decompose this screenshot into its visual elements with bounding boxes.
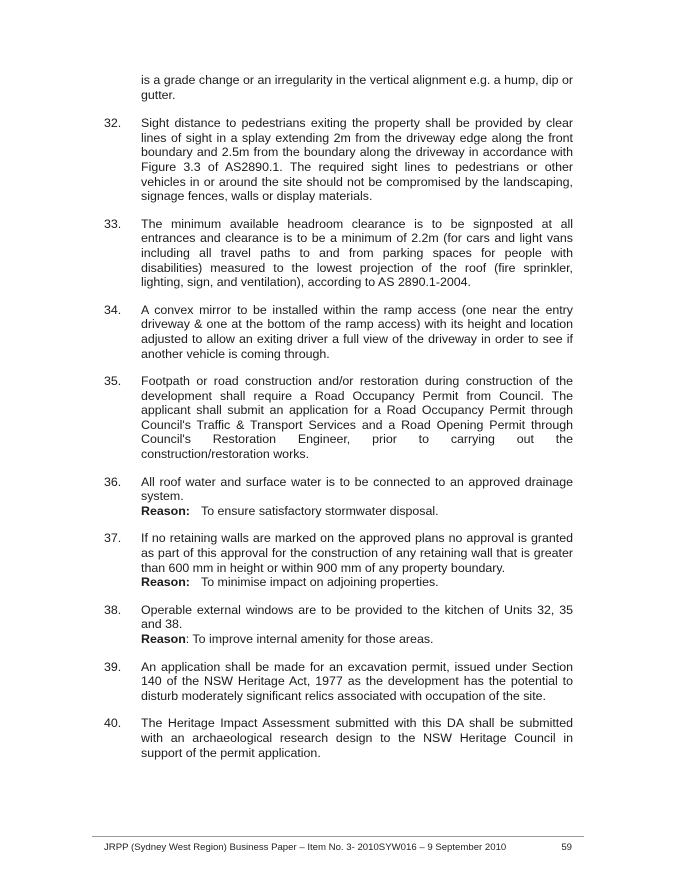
clause-text: An application shall be made for an excavation permit, issued under Section 140 of the NSW Heritage Act, 1977 as the development has the potential to disturb moderately significant relics associated with occupation of the site.: [141, 659, 573, 703]
clause-text: The minimum available headroom clearance is to be signposted at all entrances and clearance is to be a minimum of 2.2m (for cars and light vans including all travel paths to and from parking spaces for people with disabilities) measured to the lowest projection of the roof (fire sprinkler, lighting, sign, and ventilation), according to AS 2890.1-2004.: [141, 216, 573, 290]
clause-number: 33.: [104, 216, 122, 231]
clause-text: Footpath or road construction and/or restoration during construction of the development shall require a Road Occupancy Permit from Council. The applicant shall submit an application for a Road Occupancy Permit through Council's Traffic & Transport Services and a Road Opening Permit through Council's Restoration Engineer, prior to carrying out the construction/restoration works.: [141, 374, 573, 462]
clause-number: 36.: [104, 474, 122, 489]
reason-line: [141, 575, 573, 590]
clause-38: [104, 603, 573, 647]
page-number: 59: [561, 842, 572, 853]
reason-label: Reason:: [141, 503, 190, 518]
clause-number: 38.: [104, 602, 122, 617]
clause-number: 35.: [104, 374, 122, 389]
clause-text: Operable external windows are to be provided to the kitchen of Units 32, 35 and 38.: [141, 602, 573, 632]
clause-text: If no retaining walls are marked on the approved plans no approval is granted as part of this approval for the construction of any retaining wall that is greater than 600 mm in height or within 900 mm of any property boundary.: [141, 531, 573, 575]
clause-number: 37.: [104, 531, 122, 546]
clause-33: [104, 217, 573, 290]
reason-text: : To improve internal amenity for those areas.: [185, 632, 434, 646]
footer-divider: [92, 836, 584, 837]
clause-37: [104, 531, 573, 589]
clause-40: [104, 716, 573, 760]
clause-text: A convex mirror to be installed within the ramp access (one near the entry driveway & one at the bottom of the ramp access) with its height and location adjusted to allow an exiting driver a full view of the driveway in order to see if another vehicle is coming through.: [141, 302, 573, 361]
reason-line: [141, 632, 573, 647]
clause-35: [104, 374, 573, 462]
reason-label: Reason:: [141, 575, 190, 590]
clause-32: [104, 116, 573, 204]
clause-text: Sight distance to pedestrians exiting the property shall be provided by clear lines of sight in a splay extending 2m from the driveway edge along the front boundary and 2.5m from the boundary along the driveway in accordance with Figure 3.3 of AS2890.1. The required sight lines to pedestrians or other vehicles in or around the site should not be compromised by the landscaping, signage fences, walls or display materials.: [141, 116, 573, 204]
reason-line: [141, 504, 573, 519]
clause-text: The Heritage Impact Assessment submitted with this DA shall be submitted with an archaeological research design to the NSW Heritage Council in support of the permit application.: [141, 716, 573, 760]
clause-36: [104, 475, 573, 519]
clause-number: 39.: [104, 659, 122, 674]
clause-text: All roof water and surface water is to be connected to an approved drainage system.: [141, 474, 573, 504]
continued-paragraph: is a grade change or an irregularity in the vertical alignment e.g. a hump, dip or gutter.: [141, 73, 573, 102]
reason-text: To minimise impact on adjoining properties.: [201, 575, 439, 590]
reason-text: To ensure satisfactory stormwater disposal.: [201, 503, 439, 518]
clause-39: [104, 660, 573, 704]
clause-number: 40.: [104, 716, 122, 731]
page-footer: [104, 842, 572, 853]
footer-text: JRPP (Sydney West Region) Business Paper – Item No. 3- 2010SYW016 – 9 September 2010: [104, 842, 507, 853]
document-body: [104, 73, 573, 760]
clause-number: 32.: [104, 116, 122, 131]
clause-34: [104, 303, 573, 361]
reason-label: Reason: [141, 632, 186, 646]
clause-number: 34.: [104, 302, 122, 317]
